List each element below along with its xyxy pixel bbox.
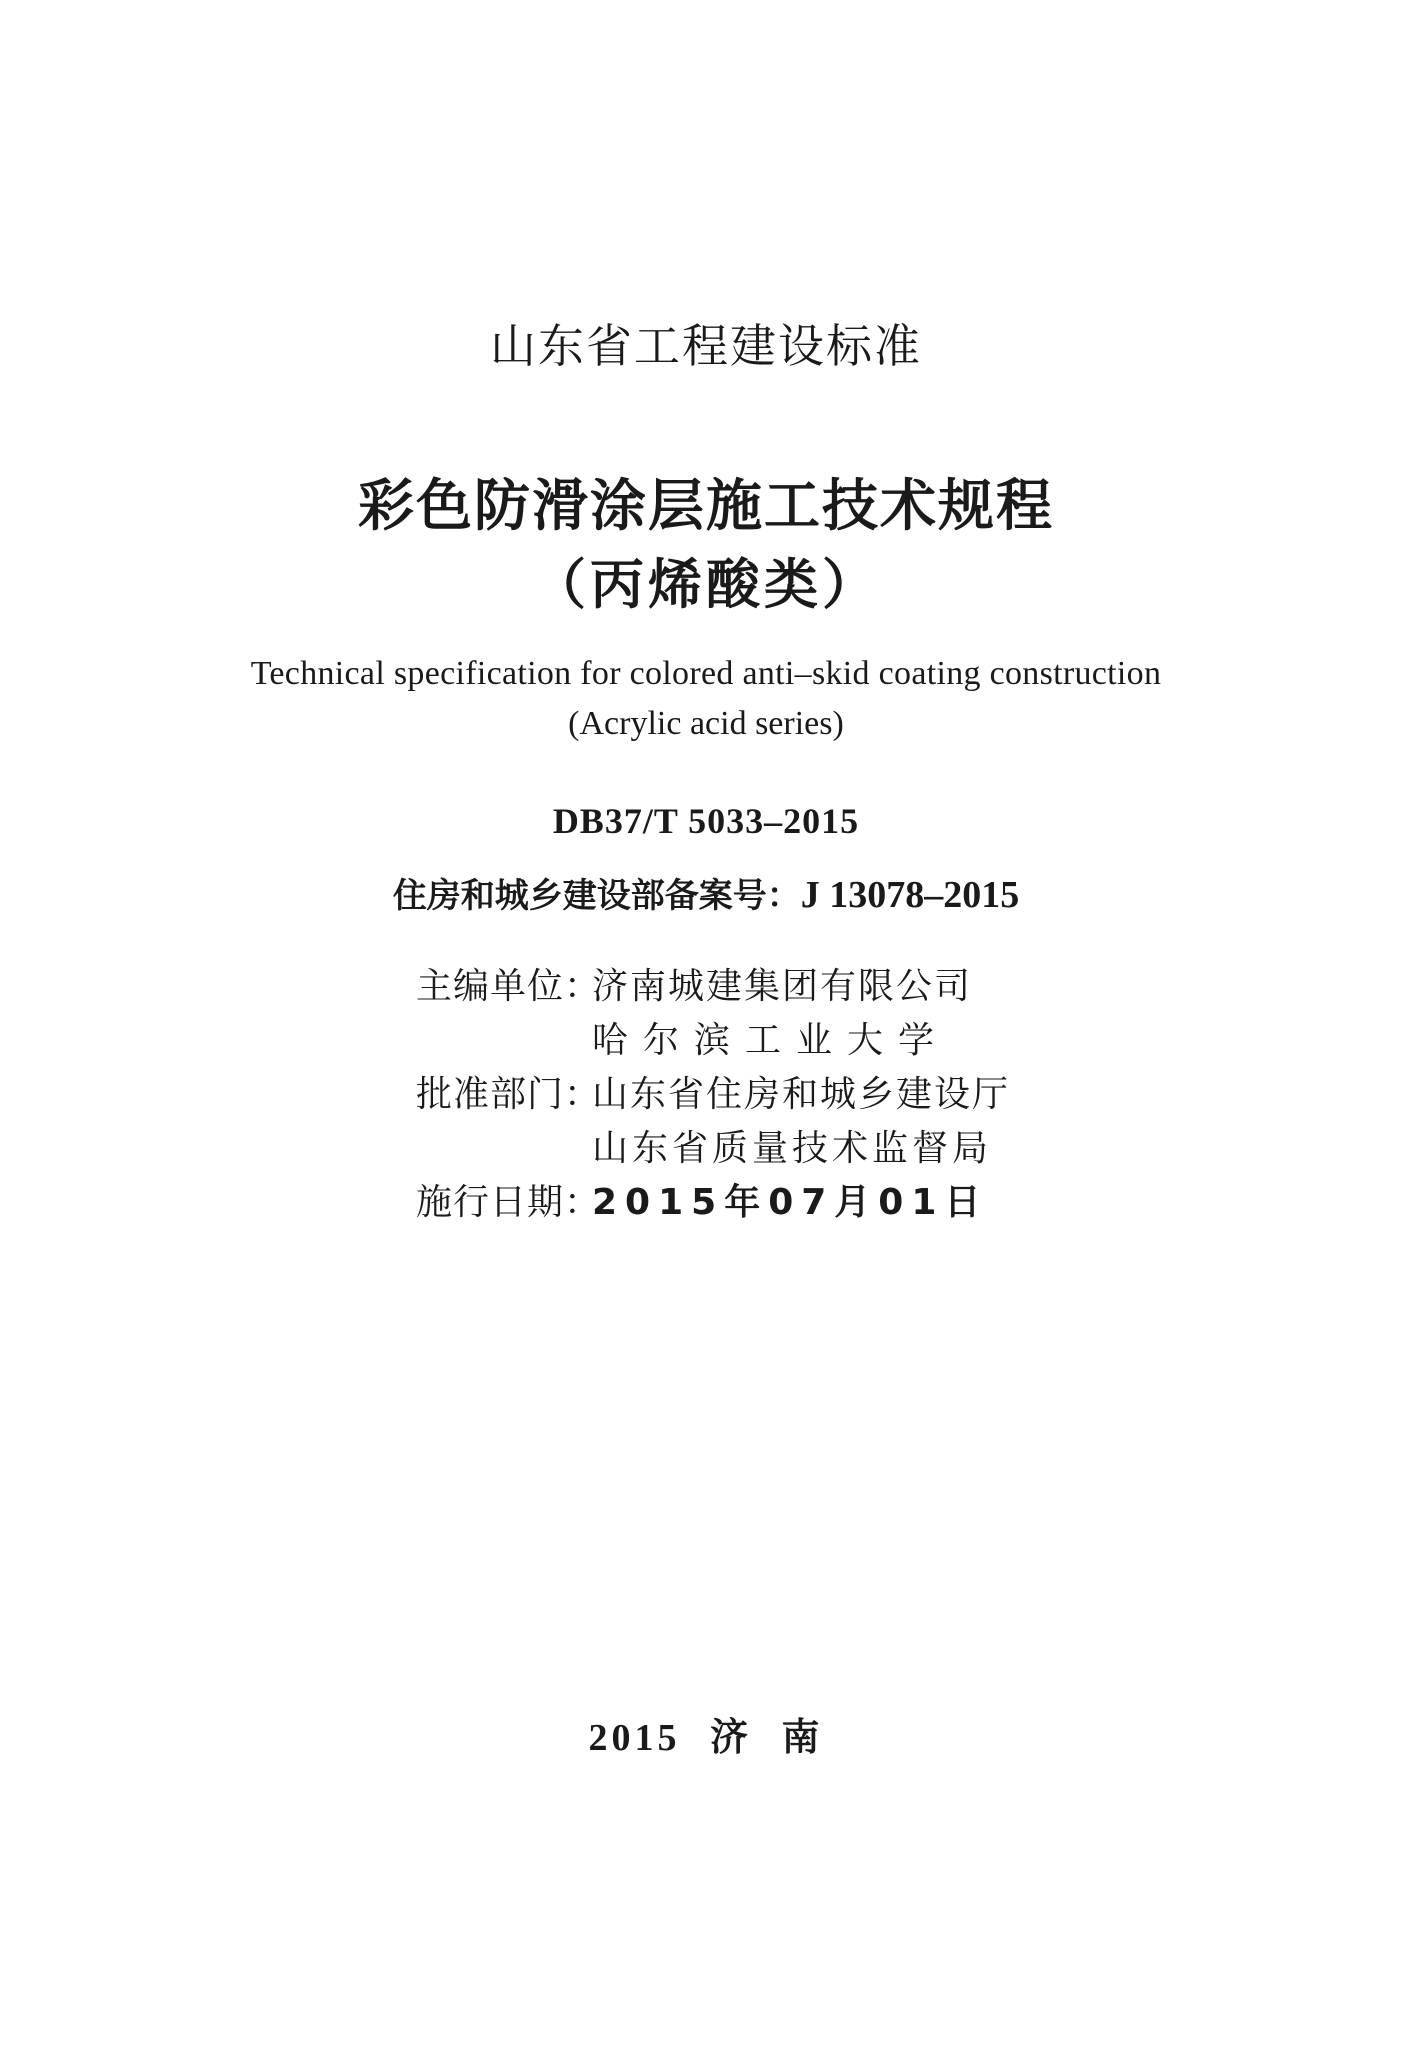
imprint: 2015 济 南	[588, 1717, 824, 1759]
standard-code: DB37/T 5033–2015	[552, 801, 860, 841]
chief-editor-unit-1: 济南城建集团有限公司	[592, 966, 973, 1007]
standard-series-title: 山东省工程建设标准	[490, 319, 922, 373]
chief-editor-row	[416, 960, 1116, 1014]
chief-editor-label: 主编单位：	[416, 966, 602, 1007]
english-subtitle: (Acrylic acid series)	[568, 705, 844, 742]
approver-label: 批准部门：	[416, 1074, 602, 1115]
publication-info	[416, 960, 1116, 1230]
approver-row	[416, 1068, 1116, 1122]
document-title: 彩色防滑涂层施工技术规程	[358, 474, 1054, 539]
effective-date: 2015年07月01日	[592, 1182, 989, 1223]
chief-editor-unit-2: 哈尔滨工业大学	[592, 1020, 950, 1061]
approver-row-2	[416, 1122, 1116, 1176]
chief-editor-row-2	[416, 1014, 1116, 1068]
english-title: Technical specification for colored anti–skid coating construction	[250, 655, 1162, 692]
record-number: J 13078–2015	[800, 874, 1020, 916]
record-number-line	[0, 868, 1412, 917]
approver-dept-1: 山东省住房和城乡建设厅	[592, 1074, 1011, 1115]
approver-dept-2: 山东省质量技术监督局	[592, 1128, 993, 1169]
effective-date-label: 施行日期：	[416, 1182, 602, 1223]
record-label: 住房和城乡建设部备案号：	[392, 876, 801, 916]
effective-date-row	[416, 1176, 1116, 1230]
document-subtitle: （丙烯酸类）	[532, 553, 880, 616]
